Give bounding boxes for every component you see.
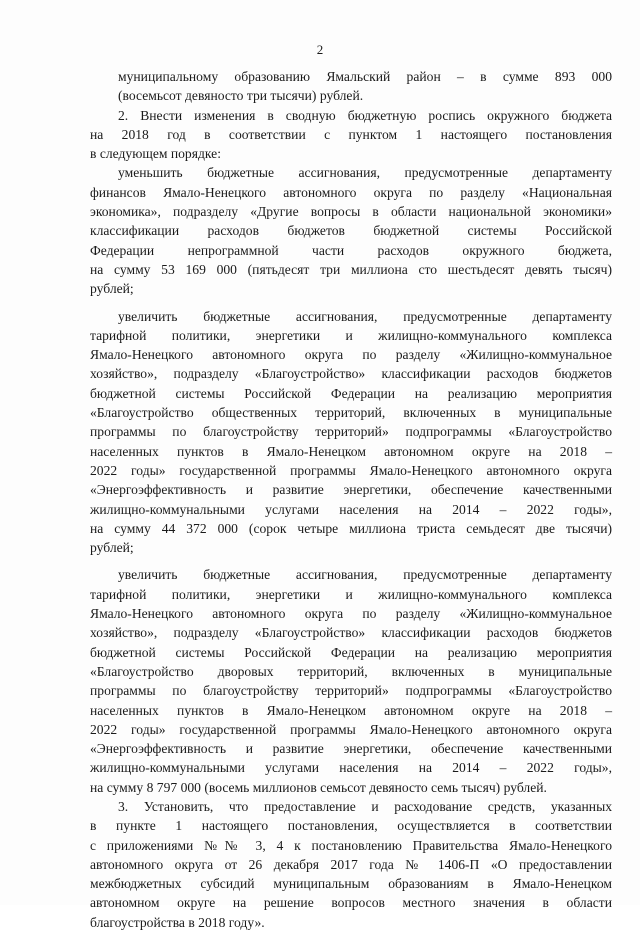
- text-line: программы по благоустройству территорий» подпрограммы «Благоустройство: [90, 424, 612, 440]
- text-line: жилищно-коммунальными услугами населения на 2014 – 2022 годы»,: [90, 501, 612, 517]
- paragraph: [90, 67, 612, 106]
- text-line: рублей;: [90, 540, 134, 556]
- text-line: хозяйство», подразделу «Благоустройство» классификации расходов бюджетов: [90, 625, 612, 641]
- text-line: классификации расходов бюджетов бюджетной системы Российской: [90, 223, 612, 239]
- text-line: муниципальному образованию Ямальский район – в сумме 893 000: [118, 69, 612, 84]
- text-line: на сумму 44 372 000 (сорок четыре миллиона триста семьдесят две тысячи): [90, 520, 612, 536]
- paragraph: [90, 565, 612, 797]
- text-line: увеличить бюджетные ассигнования, предусмотренные департаменту: [118, 567, 612, 583]
- text-line: 2022 годы» государственной программы Ямало-Ненецкого автономного округа: [90, 721, 612, 737]
- text-line: бюджетной системы Российской Федерации на реализацию мероприятия: [90, 644, 612, 660]
- text-line: тарифной политики, энергетики и жилищно-коммунального комплекса: [90, 327, 612, 343]
- text-line: рублей;: [90, 281, 134, 297]
- text-line: автономного округа от 26 декабря 2017 года № 1406-П «О предоставлении: [90, 856, 612, 872]
- text-line: уменьшить бюджетные ассигнования, предусмотренные департаменту: [118, 165, 612, 181]
- text-line: программы по благоустройству территорий» подпрограммы «Благоустройство: [90, 683, 612, 699]
- text-line: «Благоустройство дворовых территорий, включенных в муниципальные: [90, 663, 612, 679]
- text-line: тарифной политики, энергетики и жилищно-коммунального комплекса: [90, 586, 612, 602]
- text-line: 2022 годы» государственной программы Ямало-Ненецкого автономного округа: [90, 462, 612, 478]
- text-line: благоустройства в 2018 году».: [90, 914, 265, 930]
- text-line: (восемьсот девяносто три тысячи) рублей.: [118, 88, 364, 104]
- paragraph-spacer: [90, 299, 612, 307]
- document-body: [90, 67, 612, 932]
- text-line: Федерации непрограммной части расходов окружного бюджета,: [90, 242, 612, 258]
- text-line: межбюджетных субсидий муниципальным образованиям в Ямало-Ненецком: [90, 876, 612, 892]
- paragraph: [90, 307, 612, 558]
- text-line: бюджетной системы Российской Федерации на реализацию мероприятия: [90, 385, 612, 401]
- text-line: на 2018 год в соответствии с пунктом 1 настоящего постановления: [90, 126, 612, 142]
- text-line: на сумму 8 797 000 (восемь миллионов семьсот девяносто семь тысяч) рублей.: [90, 779, 547, 795]
- text-line: автономном округе на решение вопросов местного значения в области: [90, 895, 612, 911]
- text-line: Ямало-Ненецкого автономного округа по разделу «Жилищно-коммунальное: [90, 606, 612, 622]
- page-number: 2: [316, 42, 324, 57]
- text-line: «Энергоэффективность и развитие энергетики, обеспечение качественными: [90, 741, 612, 757]
- text-line: населенных пунктов в Ямало-Ненецком автономном округе на 2018 –: [90, 443, 612, 459]
- paragraph: [90, 106, 612, 164]
- text-line: хозяйство», подразделу «Благоустройство» классификации расходов бюджетов: [90, 366, 612, 382]
- text-line: 2. Внести изменения в сводную бюджетную роспись окружного бюджета: [118, 107, 612, 123]
- text-line: в пункте 1 настоящего постановления, осуществляется в соответствии: [90, 818, 612, 834]
- text-line: 3. Установить, что предоставление и расходование средств, указанных: [118, 798, 612, 814]
- text-line: в следующем порядке:: [90, 146, 221, 162]
- text-line: «Благоустройство общественных территорий, включенных в муниципальные: [90, 405, 612, 421]
- paragraph: [90, 163, 612, 298]
- text-line: Ямало-Ненецкого автономного округа по разделу «Жилищно-коммунальное: [90, 347, 612, 363]
- text-line: жилищно-коммунальными услугами населения на 2014 – 2022 годы»,: [90, 760, 612, 776]
- text-line: увеличить бюджетные ассигнования, предусмотренные департаменту: [118, 308, 612, 324]
- paragraph-spacer: [90, 557, 612, 565]
- text-line: финансов Ямало-Ненецкого автономного округа по разделу «Национальная: [90, 184, 612, 200]
- text-line: с приложениями №№ 3, 4 к постановлению Правительства Ямало-Ненецкого: [90, 837, 612, 853]
- paragraph: [90, 797, 612, 932]
- text-line: населенных пунктов в Ямало-Ненецком автономном округе на 2018 –: [90, 702, 612, 718]
- text-line: на сумму 53 169 000 (пятьдесят три миллиона сто шестьдесят девять тысяч): [90, 261, 612, 277]
- text-line: «Энергоэффективность и развитие энергетики, обеспечение качественными: [90, 482, 612, 498]
- text-line: экономика», подразделу «Другие вопросы в области национальной экономики»: [90, 204, 612, 220]
